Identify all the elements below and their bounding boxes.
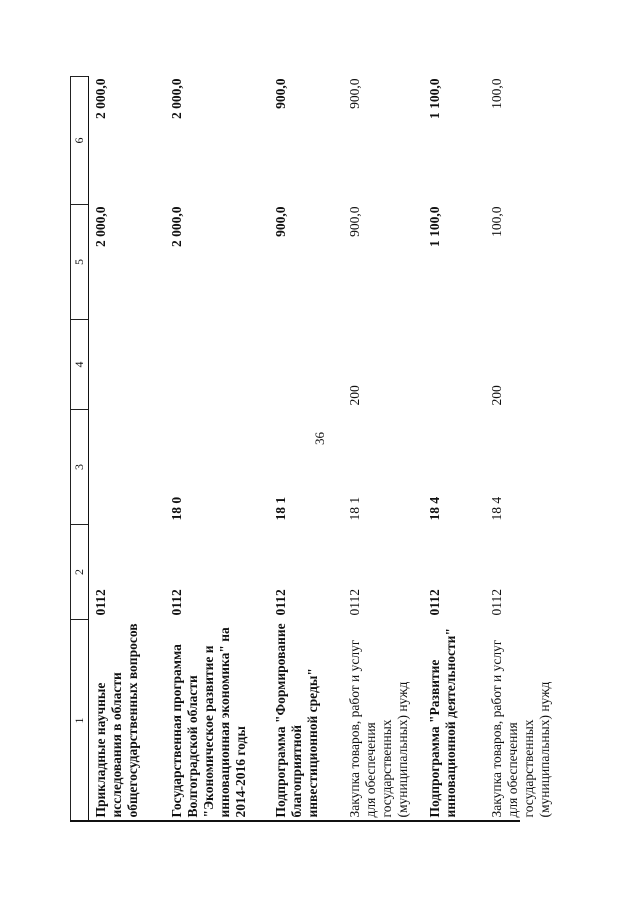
expense-kind [423,320,485,410]
amount-year2: 900,0 [347,78,362,109]
expense-kind [165,320,269,410]
amount-year1: 1 100,0 [427,206,442,247]
table-row [89,77,166,822]
table-row [485,77,553,822]
amount-year2: 1 100,0 [427,78,442,119]
row-name: Государственная программа Волгоградской области "Экономическое развитие и инновационная экономика" на 2014-2016 годы [169,627,248,818]
table-row [343,77,423,822]
column-header-1: 1 [71,620,89,822]
amount-year2: 2 000,0 [169,78,184,119]
amount-year2: 2 000,0 [93,78,108,119]
row-name: Закупка товаров, работ и услуг для обеспечения государственных (муниципальных) нужд [489,639,552,818]
section-code: 0112 [347,589,362,616]
row-name: Прикладные научные исследования в области общегосударственных вопросов [93,623,140,818]
amount-year1: 2 000,0 [93,206,108,247]
header-row [71,77,89,822]
row-name: Закупка товаров, работ и услуг для обеспечения государственных (муниципальных) нужд [347,639,410,818]
budget-table [70,76,553,822]
section-code: 0112 [489,589,504,616]
column-header-2: 2 [71,525,89,620]
target-code: 18 1 [273,496,288,521]
amount-year2: 900,0 [273,78,288,109]
amount-year2: 100,0 [489,78,504,109]
expense-kind [89,320,166,410]
row-name: Подпрограмма "Развитие инновационной деятельности" [427,628,458,818]
table-row [423,77,485,822]
target-code: 18 0 [169,496,184,521]
column-header-4: 4 [71,320,89,410]
amount-year1: 900,0 [347,206,362,237]
table-row [269,77,343,822]
table-left-rule [70,821,520,823]
table-row [165,77,269,822]
amount-year1: 100,0 [489,206,504,237]
amount-year1: 900,0 [273,206,288,237]
expense-kind: 200 [489,385,504,406]
target-code [89,410,166,525]
target-code: 18 4 [489,496,504,521]
section-code: 0112 [273,589,288,616]
section-code: 0112 [93,589,108,616]
page-number: 36 [312,432,327,445]
rotated-table-block [70,77,552,822]
expense-kind [269,320,343,410]
target-code: 18 4 [427,496,442,521]
amount-year1: 2 000,0 [169,206,184,247]
column-header-3: 3 [71,410,89,525]
column-header-6: 6 [71,77,89,205]
target-code: 18 1 [347,496,362,521]
row-name: Подпрограмма "Формирование благоприятной инвестиционной среды" [273,623,320,818]
section-code: 0112 [169,589,184,616]
expense-kind: 200 [347,385,362,406]
section-code: 0112 [427,589,442,616]
column-header-5: 5 [71,205,89,320]
